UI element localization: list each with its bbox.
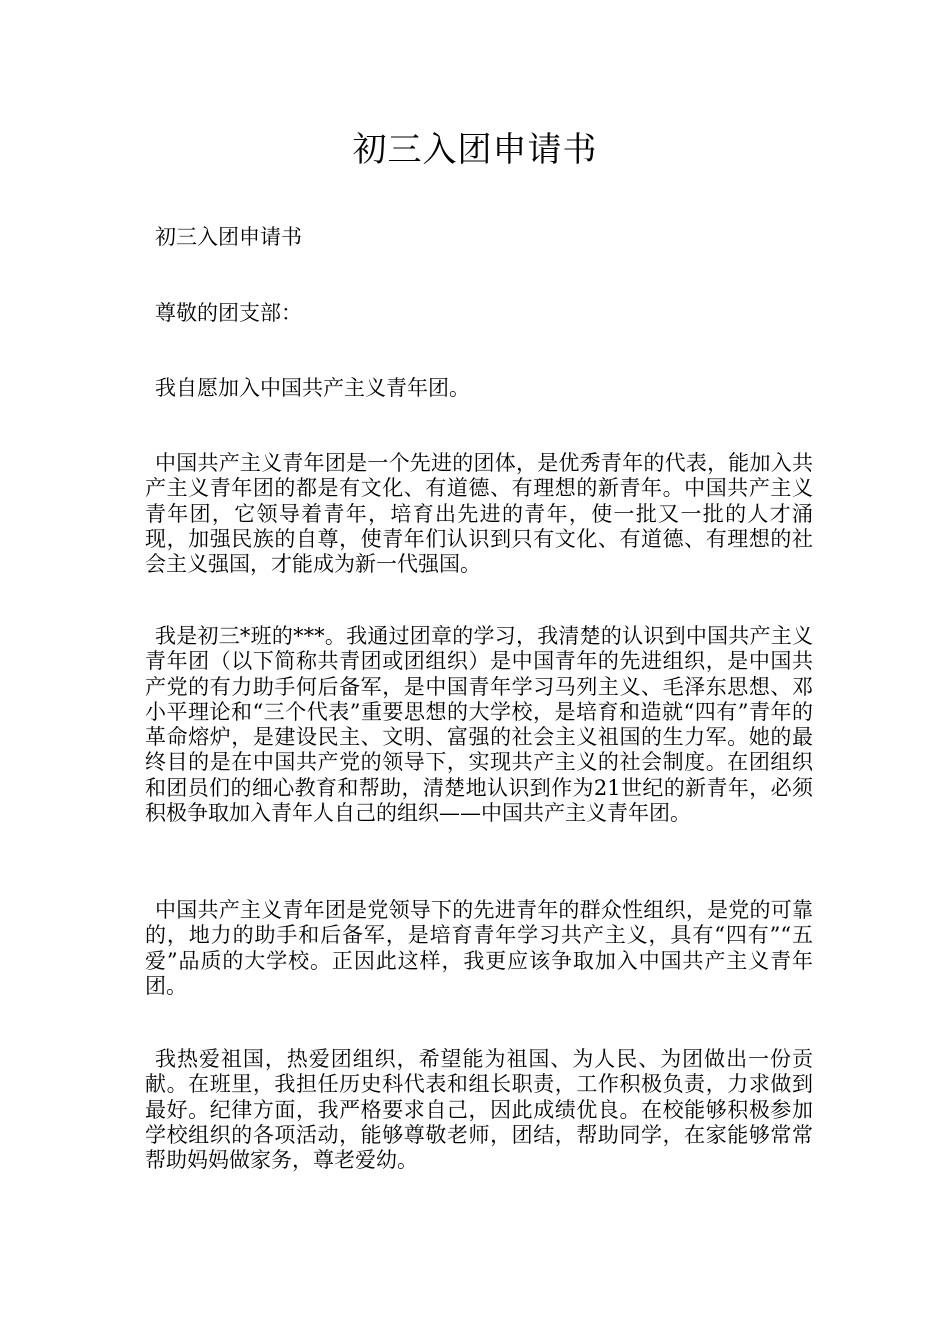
paragraph-intent: 我自愿加入中国共产主义青年团。 — [155, 376, 470, 400]
paragraph-self-introduction: 我是初三*班的***。我通过团章的学习，我清楚的认识到中国共产主义青年团（以下简称共青团或团组织）是中国青年的先进组织，是中国共产党的有力助手何后备军，是中国青年学习马列主义、毛泽东思想、邓小平理论和“三个代表”重要思想的大学校，是培育和造就“四有”青年的革命熔炉，是建设民主、文明、富强的社会主义祖国的生力军。她的最终目的是在中国共产党的领导下，实现共产主义的社会制度。在团组织和团员们的细心教育和帮助，清楚地认识到作为21世纪的新青年，必须积极争取加入青年人自己的组织——中国共产主义青年团。 — [145, 624, 813, 826]
paragraph-about-league: 中国共产主义青年团是一个先进的团体，是优秀青年的代表，能加入共产主义青年团的都是有文化、有道德、有理想的新青年。中国共产主义青年团，它领导着青年，培育出先进的青年，使一批又一批的人才涌现，加强民族的自尊，使青年们认识到只有文化、有道德、有理想的社会主义强国，才能成为新一代强国。 — [145, 451, 813, 577]
salutation: 尊敬的团支部： — [155, 301, 302, 325]
document-title: 初三入团申请书 — [352, 130, 598, 170]
document-subtitle: 初三入团申请书 — [155, 225, 302, 249]
paragraph-personal-performance: 我热爱祖国，热爱团组织，希望能为祖国、为人民、为团做出一份贡献。在班里，我担任历史科代表和组长职责，工作积极负责，力求做到最好。纪律方面，我严格要求自己，因此成绩优良。在校能够积极参加学校组织的各项活动，能够尊敬老师，团结，帮助同学，在家能够常常帮助妈妈做家务，尊老爱幼。 — [145, 1047, 813, 1173]
paragraph-league-nature: 中国共产主义青年团是党领导下的先进青年的群众性组织，是党的可靠的，地力的助手和后备军，是培育青年学习共产主义，具有“四有”“五爱”品质的大学校。正因此这样，我更应该争取加入中国共产主义青年团。 — [145, 898, 813, 998]
